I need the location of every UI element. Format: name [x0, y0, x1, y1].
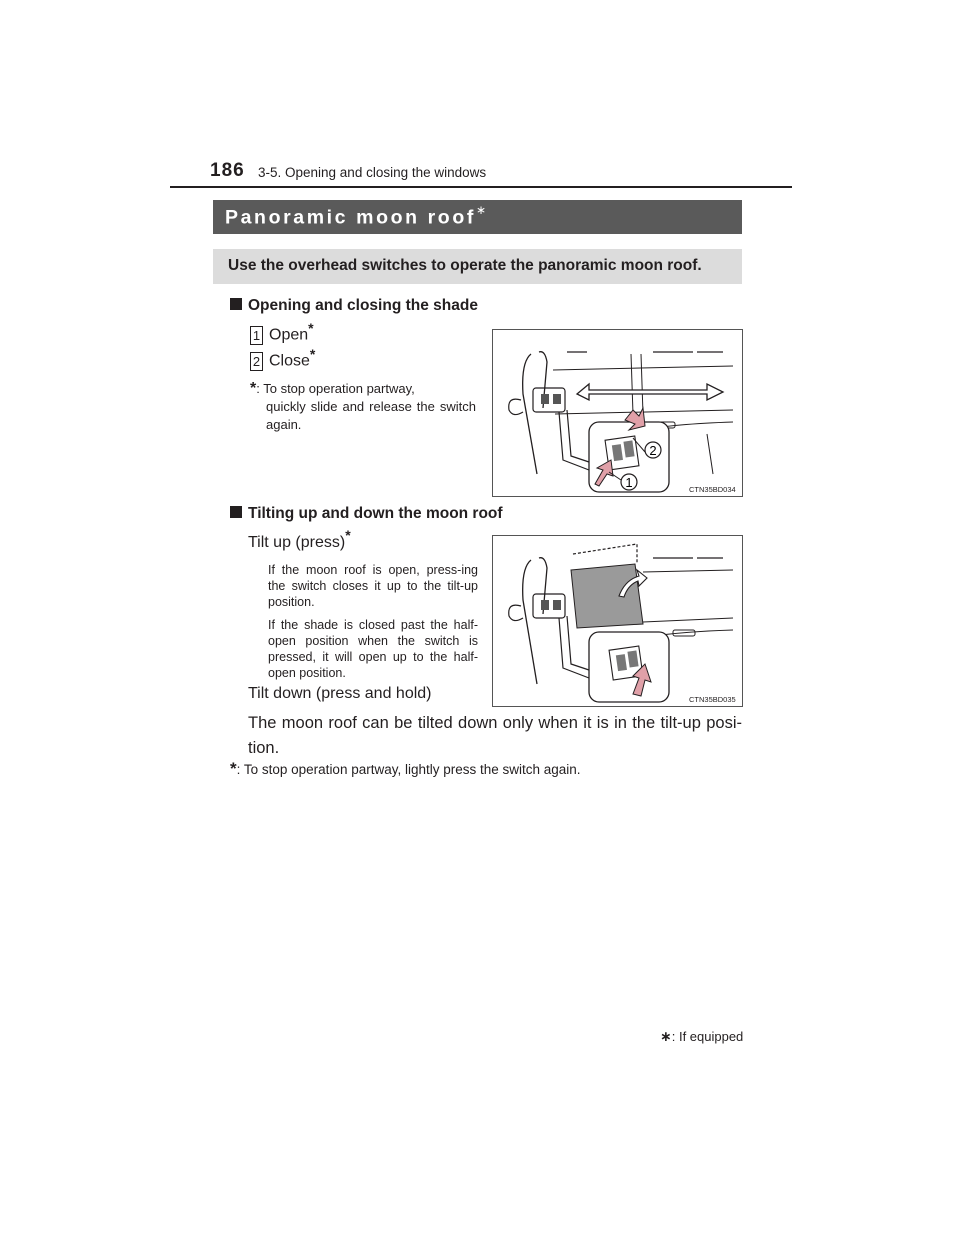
page-number: 186	[210, 160, 245, 181]
step-close	[250, 345, 316, 371]
tilt-heading-text: Tilting up and down the moon roof	[248, 505, 503, 522]
asterisk-marker: *	[309, 345, 316, 362]
note-rest: quickly slide and release the switch again.	[266, 399, 476, 432]
title-equipped-marker: ∗	[475, 203, 486, 217]
intro-box	[213, 249, 742, 284]
footnote-asterisk: *	[230, 759, 237, 778]
shade-heading	[230, 297, 478, 315]
asterisk-marker: *	[345, 527, 351, 543]
section-title: 3-5. Opening and closing the windows	[258, 165, 487, 180]
callout-2: 2	[649, 443, 657, 458]
header-rule	[170, 186, 792, 188]
footnote-text: : To stop operation partway, lightly press the switch again.	[236, 762, 581, 777]
tilt-up-text: Tilt up (press)	[248, 534, 346, 551]
step-label: Open	[269, 326, 309, 344]
note-line1: : To stop operation partway,	[256, 381, 415, 396]
note-asterisk: *	[250, 380, 257, 397]
page-title	[225, 205, 486, 230]
step-number: 2	[250, 352, 263, 371]
callout-1: 1	[625, 475, 633, 490]
page-title-text: Panoramic moon roof	[225, 206, 476, 229]
tilt-illustration	[492, 535, 743, 707]
equipped-asterisk: ∗	[660, 1028, 672, 1044]
bullet-square-icon	[230, 506, 242, 518]
footnote	[230, 759, 581, 779]
tilt-up-para-1: If the moon roof is open, press-ing the switch closes it up to the tilt-up position.	[268, 563, 478, 609]
equipped-text: : If equipped	[671, 1029, 744, 1044]
intro-text: Use the overhead switches to operate the panoramic moon roof.	[228, 257, 702, 274]
tilt-up-label	[248, 527, 351, 552]
tilt-down-label: Tilt down (press and hold)	[248, 685, 432, 702]
tilt-up-para-2: If the shade is closed past the half-open position when the switch is pressed, it will open up to the half-open position.	[268, 618, 478, 680]
shade-illustration	[492, 329, 743, 497]
asterisk-marker: *	[308, 319, 314, 336]
figure-code: CTN35BD035	[689, 695, 736, 704]
step-number: 1	[250, 326, 263, 345]
tilt-body-text: The moon roof can be tilted down only when it is in the tilt-up posi-tion.	[248, 714, 742, 757]
step-open	[250, 319, 314, 345]
figure-code: CTN35BD034	[689, 485, 736, 494]
shade-note	[250, 380, 476, 434]
bullet-square-icon	[230, 298, 242, 310]
title-bar	[213, 200, 742, 234]
tilt-heading	[230, 505, 503, 523]
shade-switch-drawing	[493, 330, 742, 496]
step-label: Close	[269, 352, 310, 370]
shade-heading-text: Opening and closing the shade	[248, 297, 478, 314]
equipped-note	[660, 1028, 743, 1045]
tilt-switch-drawing	[493, 536, 742, 706]
